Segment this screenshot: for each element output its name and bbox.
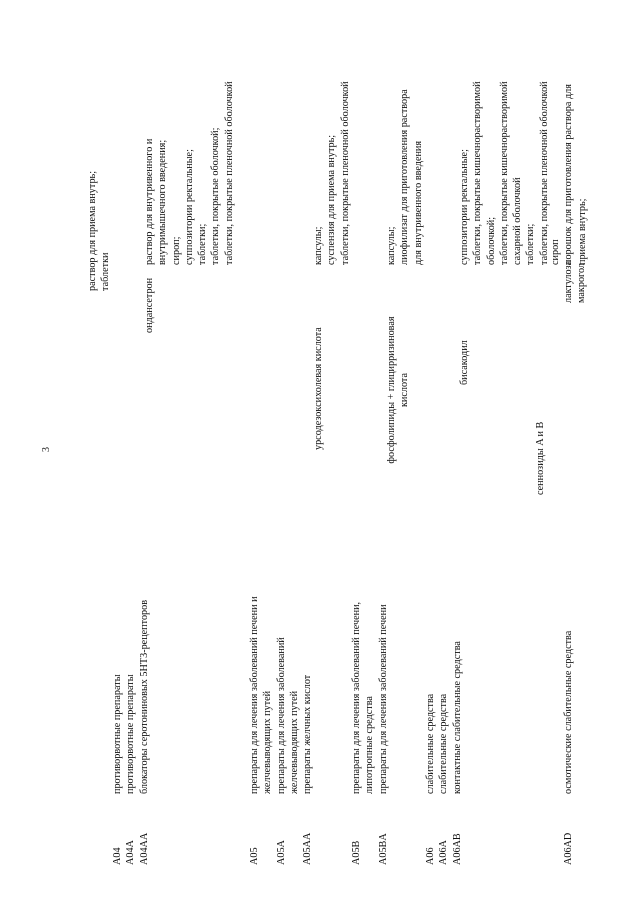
dosage-forms: сироп порошок для приготовления раствора для приема внутрь; (550, 84, 588, 265)
dosage-forms: раствор для внутривенного и внутримышечного введения; сироп; суппозитории ректальные; таблетки; таблетки, покрытые оболочкой; таблетки, покрытые пленочной оболочкой (144, 81, 235, 265)
code-cell: A06AD (563, 832, 574, 865)
drug-name-2: сеннозиды A и B (535, 421, 546, 495)
group-cell: противорвотные препараты противорвотные препараты блокаторы серотониновых 5HT3-рецепторов (112, 599, 150, 794)
dosage-forms-continued: раствор для приема внутрь; таблетки (87, 170, 112, 291)
drug-name: урсодезоксихолевая кислота (313, 327, 324, 450)
group-cell: препараты для лечения заболеваний печени, липотропные средства препараты для лечения заболеваний печени (351, 601, 389, 794)
code-cell: A04 A04A A04AA (112, 832, 150, 865)
code-cell: A05B A05BA (351, 833, 389, 865)
dosage-forms: суппозитории ректальные; таблетки, покрытые кишечнорастворимой оболочкой; таблетки, покрытые кишечнорастворимой сахарной оболочкой таблетки; (459, 81, 537, 265)
drug-name: бисакодил (459, 340, 470, 385)
drug-name: лактулоза макрогол (563, 260, 588, 303)
code-cell: A05 A05A A05AA (249, 832, 314, 865)
code-cell: A06 A06A A06AB (425, 833, 463, 865)
drug-name: фосфолипиды + глицирризиновая кислота (386, 316, 411, 464)
group-cell: слабительные средства слабительные средства контактные слабительные средства (425, 641, 463, 794)
dosage-forms: капсулы; лиофилизат для приготовления раствора для внутривенного введения (386, 89, 424, 265)
dosage-forms-2: таблетки, покрытые пленочной оболочкой (539, 81, 550, 265)
page-number: 3 (41, 447, 52, 452)
dosage-forms: капсулы; суспензия для приема внутрь; таблетки, покрытые пленочной оболочкой (313, 81, 351, 265)
group-cell: препараты для лечения заболеваний печени и желчевыводящих путей препараты для лечения заболеваний желчевыводящих путей препараты желчных кислот (249, 596, 314, 794)
group-cell: осмотические слабительные средства (563, 630, 574, 794)
drug-name: ондансетрон (144, 277, 155, 333)
